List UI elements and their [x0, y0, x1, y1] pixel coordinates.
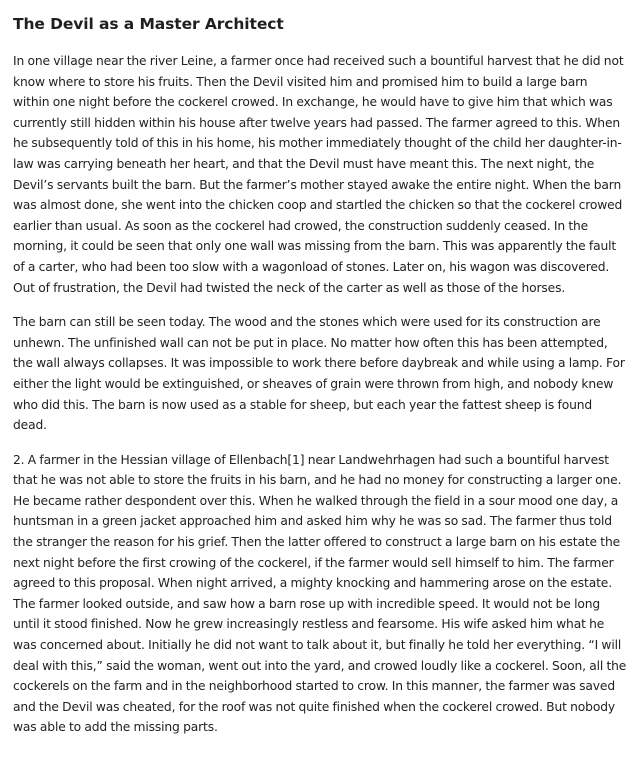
article-paragraph-1: In one village near the river Leine, a farmer once had received such a bountiful harvest that he did not know where to store his fruits. Then the Devil visited him and promised him to build a large barn within one night before the cockerel crowed. In exchange, he would have to give him that which was currently still hidden within his house after twelve years had passed. The farmer agreed to this. When he subsequently told of this in his home, his mother immediately thought of the child her daughter-in-law was carrying beneath her heart, and that the Devil must have meant this. The next night, the Devil’s servants built the barn. But the farmer’s mother stayed awake the entire night. When the barn was almost done, she went into the chicken coop and startled the chicken so that the cockerel crowed earlier than usual. As soon as the cockerel had crowed, the construction suddenly ceased. In the morning, it could be seen that only one wall was missing from the barn. This was apparently the fault of a carter, who had been too slow with a wagonload of stones. Later on, his wagon was discovered. Out of frustration, the Devil had twisted the neck of the carter as well as those of the horses.: [13, 54, 624, 295]
article-paragraph-3: 2. A farmer in the Hessian village of Ellenbach[1] near Landwehrhagen had such a bountiful harvest that he was not able to store the fruits in his barn, and he had no money for constructing a larger one. He became rather despondent over this. When he walked through the field in a sour mood one day, a huntsman in a green jacket approached him and asked him why he was so sad. The farmer thus told the stranger the reason for his grief. Then the latter offered to construct a large barn on his estate the next night before the first crowing of the cockerel, if the farmer would sell himself to him. The farmer agreed to this proposal. When night arrived, a mighty knocking and hammering arose on the estate. The farmer looked outside, and saw how a barn rose up with incredible speed. It would not be long until it stood finished. Now he grew increasingly restless and fearsome. His wife asked him what he was concerned about. Initially he did not want to talk about it, but finally he told her everything. “I will deal with this,” said the woman, went out into the yard, and crowed loudly like a cockerel. Soon, all the cockerels on the farm and in the neighborhood started to crow. In this manner, the farmer was saved and the Devil was cheated, for the roof was not quite finished when the cockerel crowed. But nobody was able to add the missing parts.: [13, 452, 627, 735]
article-title: The Devil as a Master Architect: [13, 15, 284, 33]
article-paragraph-2: The barn can still be seen today. The wood and the stones which were used for its construction are unhewn. The unfinished wall can not be put in place. No matter how often this has been attempted, the wall always collapses. It was impossible to work there before daybreak and while using a lamp. For either the light would be extinguished, or sheaves of grain were thrown from high, and nobody knew who did this. The barn is now used as a stable for sheep, but each year the fattest sheep is found dead.: [13, 315, 625, 433]
